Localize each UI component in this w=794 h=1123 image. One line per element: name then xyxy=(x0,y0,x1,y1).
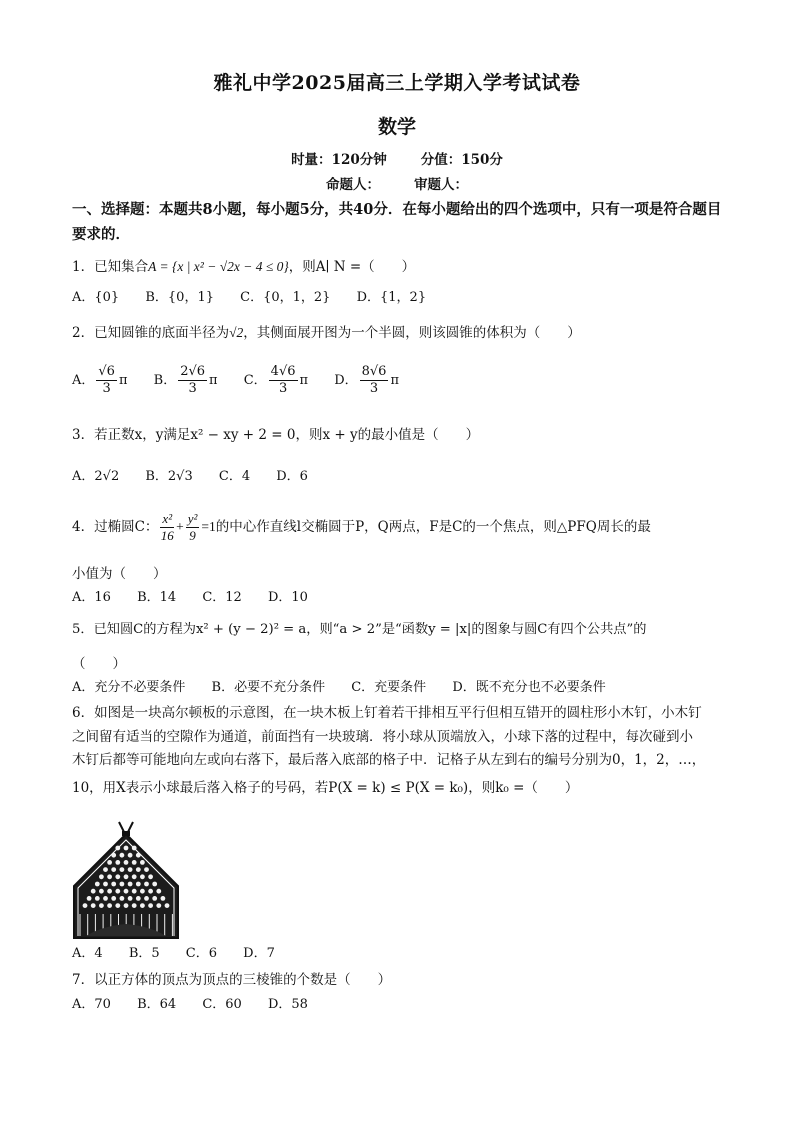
q7-option-d: D．58 xyxy=(267,997,308,1012)
q1-option-d: D．{1，2} xyxy=(356,290,427,305)
q4-plus: + xyxy=(176,519,184,534)
q2-option-c-num: 4√6 xyxy=(270,364,296,379)
q2-option-a-frac xyxy=(96,364,117,397)
galton-peg xyxy=(152,896,157,901)
galton-peg xyxy=(120,867,125,872)
galton-peg xyxy=(115,874,120,879)
q4-frac-x-num: x² xyxy=(162,511,173,526)
q3-options xyxy=(72,467,732,487)
q6-line-4: 10，用X表示小球最后落入格子的号码，若P(X = k) ≤ P(X = k₀)，则k₀ =（ ） xyxy=(72,779,579,796)
galton-peg xyxy=(132,903,137,908)
q1-prefix: 1．已知集合 xyxy=(72,259,149,275)
galton-peg xyxy=(144,867,149,872)
galton-peg xyxy=(99,874,104,879)
galton-peg xyxy=(111,867,116,872)
q4-option-c: C．12 xyxy=(202,590,242,605)
galton-peg xyxy=(115,889,120,894)
question-2 xyxy=(72,322,732,344)
q2-option-a-pi: π xyxy=(118,373,128,388)
galton-peg xyxy=(136,853,141,858)
galton-peg xyxy=(148,874,153,879)
q2-option-a-label: A． xyxy=(72,373,95,388)
q2-option-d-pi: π xyxy=(390,373,399,388)
time-label: 时量：120分钟 xyxy=(291,152,387,168)
q4-text-b: 的中心作直线l交椭圆于P，Q两点，F是C的一个焦点，则△PFQ周长的最 xyxy=(215,519,651,535)
galton-peg xyxy=(128,896,133,901)
q1-suffix: ，则A∣ N =（ ） xyxy=(288,259,416,275)
galton-peg xyxy=(91,889,96,894)
galton-peg xyxy=(115,903,120,908)
q5-option-d: D．既不充分也不必要条件 xyxy=(452,680,606,695)
galton-peg xyxy=(83,903,88,908)
galton-peg xyxy=(99,903,104,908)
galton-peg xyxy=(124,860,129,865)
q2-option-d-label: D． xyxy=(334,373,358,388)
galton-peg xyxy=(103,882,108,887)
q2-option-d-num: 8√6 xyxy=(361,364,387,379)
question-3: 3．若正数x，y满足x² − xy + 2 = 0，则x + y的最小值是（ ） xyxy=(72,427,480,443)
galton-peg xyxy=(124,874,129,879)
q2-option-c xyxy=(244,364,308,397)
q4-option-d: D．10 xyxy=(267,590,308,605)
galton-peg xyxy=(107,903,112,908)
q4-options xyxy=(72,588,732,608)
galton-peg xyxy=(120,853,125,858)
q1-option-c: C．{0，1，2} xyxy=(240,290,331,305)
subject-title: 数学 xyxy=(377,116,416,138)
galton-peg xyxy=(87,896,92,901)
q2-option-b xyxy=(154,364,218,397)
q2-option-c-frac xyxy=(269,364,298,397)
q5-option-b: B．必要不充分条件 xyxy=(211,680,326,695)
galton-peg xyxy=(124,846,129,851)
galton-peg xyxy=(140,874,145,879)
q2-text-a: 2．已知圆锥的底面半径为 xyxy=(72,325,230,341)
question-6 xyxy=(72,702,732,800)
galton-peg xyxy=(132,860,137,865)
q2-option-a-den: 3 xyxy=(102,381,111,396)
q1-option-b: B．{0，1} xyxy=(145,290,214,305)
reviewer-label: 审题人： xyxy=(414,177,468,193)
galton-peg xyxy=(140,903,145,908)
galton-peg xyxy=(148,889,153,894)
galton-peg xyxy=(95,896,100,901)
galton-peg xyxy=(128,867,133,872)
q1-option-a: A．{0} xyxy=(72,290,120,305)
galton-peg xyxy=(165,903,170,908)
q4-frac-x xyxy=(160,511,174,544)
galton-peg xyxy=(128,853,133,858)
q2-option-a-num: √6 xyxy=(98,364,115,379)
galton-peg xyxy=(156,903,161,908)
galton-peg xyxy=(144,896,149,901)
q3-option-b: B．2√3 xyxy=(145,469,193,484)
score-label: 分值：150分 xyxy=(420,152,503,168)
section-heading: 一、选择题：本题共8小题，每小题5分，共40分．在每小题给出的四个选项中，只有一项是符合题目要求的． xyxy=(72,201,722,243)
q5-continuation: （ ） xyxy=(72,656,126,672)
q6-option-a: A．4 xyxy=(72,946,103,961)
q4-option-a: A．16 xyxy=(72,590,111,605)
q2-option-b-pi: π xyxy=(209,373,218,388)
q2-option-b-frac xyxy=(178,364,207,397)
galton-peg xyxy=(136,867,141,872)
galton-peg xyxy=(111,882,116,887)
q2-option-d-den: 3 xyxy=(369,381,379,396)
q2-option-b-den: 3 xyxy=(188,381,197,396)
exam-title: 雅礼中学2025届高三上学期入学考试试卷 xyxy=(213,72,581,94)
q7-option-c: C．60 xyxy=(202,997,242,1012)
question-1 xyxy=(72,256,732,278)
q4-continuation: 小值为（ ） xyxy=(72,566,167,582)
galton-peg xyxy=(140,889,145,894)
q2-option-a xyxy=(72,364,128,397)
galton-peg xyxy=(107,889,112,894)
q2-option-b-label: B． xyxy=(153,373,177,388)
galton-peg xyxy=(91,903,96,908)
galton-peg xyxy=(148,903,153,908)
galton-peg xyxy=(107,874,112,879)
exam-meta-authors xyxy=(0,173,794,193)
q4-frac-y-den: 9 xyxy=(189,528,196,543)
q3-option-a: A．2√2 xyxy=(72,469,120,484)
galton-peg xyxy=(144,882,149,887)
q4-text-a: 4．过椭圆C： xyxy=(72,519,159,535)
q3-option-c: C．4 xyxy=(218,469,251,484)
q2-option-d xyxy=(334,364,399,397)
q4-option-b: B．14 xyxy=(137,590,177,605)
q6-option-d: D．7 xyxy=(243,946,275,961)
q4-frac-x-den: 16 xyxy=(160,528,174,543)
galton-peg xyxy=(115,846,120,851)
galton-peg xyxy=(107,860,112,865)
galton-peg xyxy=(95,882,100,887)
q6-option-c: C．6 xyxy=(185,946,217,961)
galton-peg xyxy=(111,853,116,858)
q2-options xyxy=(72,364,732,397)
q7-option-a: A．70 xyxy=(72,997,111,1012)
exam-meta-time-score xyxy=(0,148,794,168)
q7-option-b: B．64 xyxy=(137,997,177,1012)
q2-option-c-label: C． xyxy=(243,373,267,388)
galton-peg xyxy=(120,882,125,887)
galton-peg xyxy=(120,896,125,901)
galton-board-figure xyxy=(72,820,180,942)
setter-label: 命题人： xyxy=(326,177,380,193)
galton-peg xyxy=(136,882,141,887)
question-5: 5．已知圆C的方程为x² + (y − 2)² = a，则“a > 2”是“函数y = |x|的图象与圆C有四个公共点”的 xyxy=(72,622,647,637)
q7-options xyxy=(72,995,732,1015)
q6-line-2: 之间留有适当的空隙作为通道，前面挡有一块玻璃．将小球从顶端放入，小球下落的过程中，每次碰到小 xyxy=(72,728,693,745)
q3-option-d: D．6 xyxy=(276,469,308,484)
q2-option-b-num: 2√6 xyxy=(180,364,206,379)
galton-peg xyxy=(132,846,137,851)
galton-peg xyxy=(103,867,108,872)
q1-options xyxy=(72,288,732,308)
galton-peg xyxy=(132,889,137,894)
q2-option-c-pi: π xyxy=(299,373,309,388)
q2-text-b: ，其侧面展开图为一个半圆，则该圆锥的体积为（ ） xyxy=(243,325,581,341)
q1-set: A = {x | x² − √2x − 4 ≤ 0} xyxy=(148,259,289,274)
galton-peg xyxy=(140,860,145,865)
galton-peg xyxy=(124,903,129,908)
q6-options xyxy=(72,944,732,964)
q6-option-b: B．5 xyxy=(128,946,160,961)
q6-line-1: 6．如图是一块高尔顿板的示意图，在一块木板上钉着若干排相互平行但相互错开的圆柱形小木钉，小木钉 xyxy=(72,705,702,721)
q6-line-3: 木钉后都等可能地向左或向右落下，最后落入底部的格子中．记格子从左到右的编号分别为0，1，2，…， xyxy=(72,752,706,768)
galton-peg xyxy=(161,896,166,901)
galton-peg xyxy=(99,889,104,894)
q5-option-c: C．充要条件 xyxy=(351,680,427,695)
q2-radius: √2 xyxy=(229,325,244,340)
galton-peg xyxy=(152,882,157,887)
galton-peg xyxy=(103,896,108,901)
question-4 xyxy=(72,511,732,544)
q5-option-a: A．充分不必要条件 xyxy=(72,680,186,695)
galton-peg xyxy=(132,874,137,879)
galton-peg xyxy=(128,882,133,887)
q4-frac-y xyxy=(186,511,200,544)
galton-peg xyxy=(124,889,129,894)
question-7: 7．以正方体的顶点为顶点的三棱锥的个数是（ ） xyxy=(72,972,392,988)
q4-frac-y-num: y² xyxy=(187,511,198,526)
q4-eq: =1 xyxy=(201,519,216,534)
q2-option-d-frac xyxy=(360,364,389,397)
galton-peg xyxy=(156,889,161,894)
galton-peg xyxy=(136,896,141,901)
q2-option-c-den: 3 xyxy=(278,381,288,396)
galton-peg xyxy=(115,860,120,865)
q5-options xyxy=(72,678,732,698)
galton-peg xyxy=(111,896,116,901)
